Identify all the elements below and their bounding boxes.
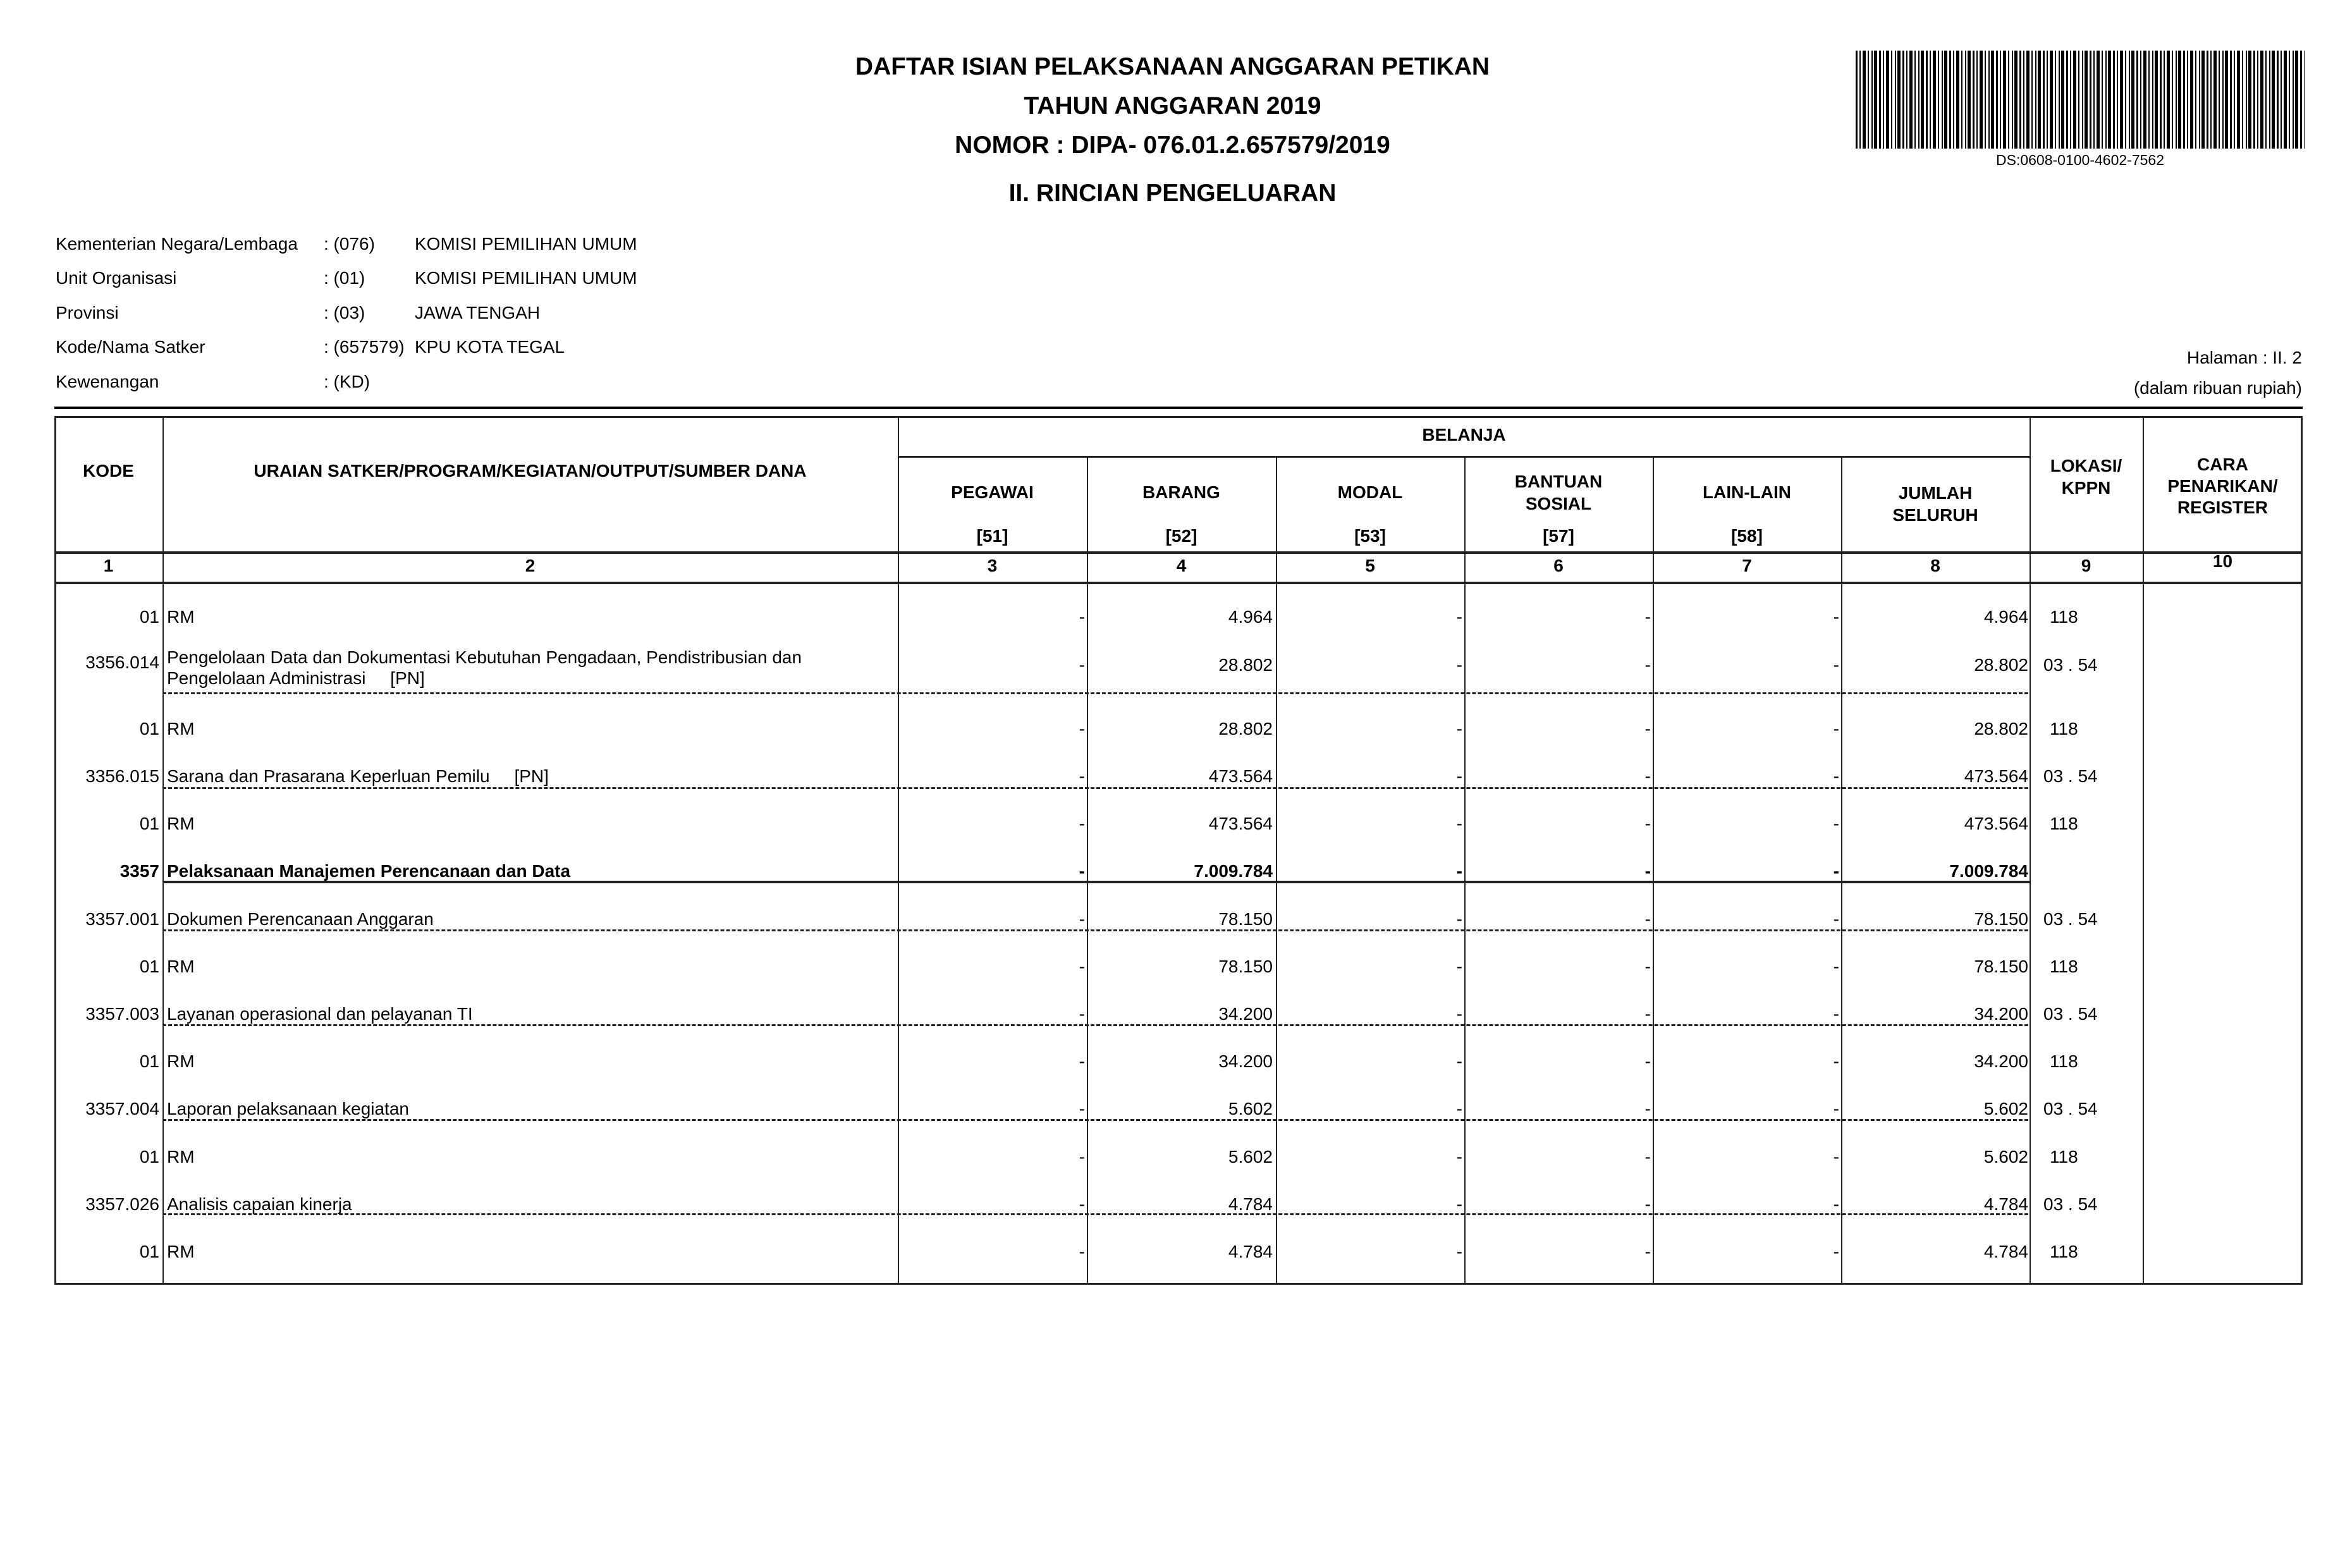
cell-pegawai: - [1079, 719, 1085, 738]
cell-bansos: - [1644, 957, 1651, 976]
section-title: II. RINCIAN PENGELUARAN [1008, 180, 1337, 207]
cell-jumlah: 473.564 [1964, 766, 2028, 786]
cell-lain: - [1833, 1242, 1839, 1261]
cell-uraian: Laporan pelaksanaan kegiatan [167, 1099, 409, 1118]
unit-note: (dalam ribuan rupiah) [2133, 378, 2302, 398]
cell-uraian: RM [167, 719, 195, 738]
col-divider [1087, 456, 1088, 1285]
cell-modal: - [1456, 1242, 1462, 1261]
cell-bansos: - [1644, 1242, 1651, 1261]
cell-modal: - [1456, 766, 1462, 786]
col-number: 10 [2212, 551, 2233, 571]
header-bansos-1: BANTUAN [1514, 472, 1603, 491]
cell-pegawai: - [1079, 607, 1085, 627]
cell-modal: - [1456, 1099, 1462, 1118]
cell-jumlah: 78.150 [1974, 909, 2028, 929]
barcode-text: DS:0608-0100-4602-7562 [1996, 152, 2164, 168]
cell-lain: - [1833, 814, 1839, 833]
meta-code: : (01) [324, 268, 365, 288]
cell-barang: 473.564 [1208, 814, 1273, 833]
cell-barang: 28.802 [1218, 655, 1273, 675]
header-bottom-line [54, 551, 2303, 554]
cell-barang: 473.564 [1208, 766, 1273, 786]
cell-barang: 34.200 [1218, 1051, 1273, 1071]
header-pegawai: PEGAWAI [951, 482, 1034, 502]
cell-modal: - [1456, 957, 1462, 976]
colnum-bottom-line [54, 582, 2303, 584]
cell-bansos: - [1644, 909, 1651, 929]
cell-jumlah: 7.009.784 [1949, 861, 2028, 881]
col-number: 8 [1930, 556, 1940, 575]
cell-bansos: - [1644, 719, 1651, 738]
cell-jumlah: 28.802 [1974, 719, 2028, 738]
meta-value: KOMISI PEMILIHAN UMUM [415, 268, 637, 288]
cell-modal: - [1456, 909, 1462, 929]
cell-kode: 01 [139, 1242, 159, 1261]
cell-bansos: - [1644, 814, 1651, 833]
cell-bansos: - [1644, 607, 1651, 627]
cell-lokasi: 118 [2050, 1051, 2078, 1071]
cell-kode: 01 [139, 1051, 159, 1071]
cell-barang: 34.200 [1218, 1004, 1273, 1024]
cell-pegawai: - [1079, 1099, 1085, 1118]
cell-kode: 01 [139, 1147, 159, 1167]
cell-jumlah: 5.602 [1983, 1147, 2028, 1167]
col-number: 5 [1365, 556, 1375, 575]
header-pegawai-code: [51] [976, 526, 1008, 546]
cell-lokasi: 03 . 54 [2043, 766, 2098, 786]
header-cara-2: PENARIKAN/ [2167, 476, 2278, 496]
cell-barang: 78.150 [1218, 909, 1273, 929]
cell-uraian: RM [167, 957, 195, 976]
cell-lain: - [1833, 1147, 1839, 1167]
cell-kode: 3356.015 [85, 766, 159, 786]
cell-barang: 4.964 [1228, 607, 1273, 627]
cell-modal: - [1456, 719, 1462, 738]
cell-bansos: - [1644, 1004, 1651, 1024]
cell-pegawai: - [1079, 1242, 1085, 1261]
cell-kode: 01 [139, 814, 159, 833]
cell-uraian: RM [167, 1051, 195, 1071]
cell-jumlah: 28.802 [1974, 655, 2028, 675]
cell-modal: - [1456, 1194, 1462, 1214]
cell-barang: 7.009.784 [1194, 861, 1273, 881]
cell-uraian: RM [167, 1147, 195, 1167]
row-separator [162, 692, 2028, 694]
cell-modal: - [1456, 861, 1462, 881]
cell-bansos: - [1644, 1147, 1651, 1167]
cell-kode: 3357.001 [85, 909, 159, 929]
header-modal-code: [53] [1354, 526, 1386, 546]
cell-barang: 28.802 [1218, 719, 1273, 738]
meta-value: KOMISI PEMILIHAN UMUM [415, 234, 637, 254]
cell-modal: - [1456, 814, 1462, 833]
cell-lokasi: 03 . 54 [2043, 1194, 2098, 1214]
row-separator [162, 1213, 2028, 1215]
meta-label: Kementerian Negara/Lembaga [56, 234, 298, 254]
page-number: Halaman : II. 2 [2186, 348, 2302, 367]
header-barang-code: [52] [1165, 526, 1197, 546]
cell-lain: - [1833, 1004, 1839, 1024]
cell-pegawai: - [1079, 861, 1085, 881]
row-separator [162, 929, 2028, 931]
cell-modal: - [1456, 1051, 1462, 1071]
cell-kode: 3357.003 [85, 1004, 159, 1024]
dipa-number: NOMOR : DIPA- 076.01.2.657579/2019 [955, 132, 1390, 159]
cell-lain: - [1833, 1099, 1839, 1118]
cell-kode: 3356.014 [85, 652, 159, 672]
barcode-icon [1856, 51, 2305, 149]
header-modal: MODAL [1337, 482, 1403, 502]
cell-uraian: Dokumen Perencanaan Anggaran [167, 909, 434, 929]
cell-lain: - [1833, 861, 1839, 881]
cell-lain: - [1833, 766, 1839, 786]
cell-kode: 3357.004 [85, 1099, 159, 1118]
cell-lain: - [1833, 1051, 1839, 1071]
col-number: 7 [1742, 556, 1752, 575]
meta-code: : (KD) [324, 372, 370, 391]
cell-lokasi: 03 . 54 [2043, 1099, 2098, 1118]
header-lokasi-1: LOKASI/ [2050, 456, 2122, 475]
cell-lokasi: 118 [2050, 607, 2078, 627]
cell-uraian-line2: Pengelolaan Administrasi [PN] [167, 668, 425, 688]
cell-lain: - [1833, 957, 1839, 976]
cell-barang: 78.150 [1218, 957, 1273, 976]
header-kode: KODE [83, 461, 134, 481]
cell-pegawai: - [1079, 766, 1085, 786]
meta-label: Kode/Nama Satker [56, 337, 205, 357]
cell-uraian: Sarana dan Prasarana Keperluan Pemilu [PN] [167, 766, 549, 786]
col-number: 9 [2081, 556, 2091, 575]
cell-lain: - [1833, 909, 1839, 929]
cell-pegawai: - [1079, 909, 1085, 929]
cell-jumlah: 473.564 [1964, 814, 2028, 833]
cell-lain: - [1833, 655, 1839, 675]
cell-barang: 5.602 [1228, 1099, 1273, 1118]
cell-uraian: Pelaksanaan Manajemen Perencanaan dan Data [167, 861, 571, 881]
col-number: 1 [103, 556, 114, 575]
meta-label: Kewenangan [56, 372, 159, 391]
col-divider [162, 416, 164, 1285]
cell-jumlah: 5.602 [1983, 1099, 2028, 1118]
header-lokasi-2: KPPN [2061, 478, 2111, 498]
cell-lokasi: 03 . 54 [2043, 655, 2098, 675]
cell-pegawai: - [1079, 957, 1085, 976]
cell-kode: 3357 [119, 861, 159, 881]
cell-jumlah: 4.964 [1983, 607, 2028, 627]
cell-lain: - [1833, 607, 1839, 627]
col-number: 6 [1553, 556, 1564, 575]
cell-kode: 3357.026 [85, 1194, 159, 1214]
cell-uraian: RM [167, 814, 195, 833]
col-divider [1841, 456, 1842, 1285]
meta-code: : (076) [324, 234, 375, 254]
cell-lokasi: 118 [2050, 814, 2078, 833]
meta-value: KPU KOTA TEGAL [415, 337, 565, 357]
header-divider [54, 407, 2303, 409]
cell-modal: - [1456, 1004, 1462, 1024]
cell-bansos: - [1644, 766, 1651, 786]
cell-barang: 4.784 [1228, 1194, 1273, 1214]
cell-lokasi: 118 [2050, 1147, 2078, 1167]
header-bansos-code: [57] [1543, 526, 1574, 546]
cell-bansos: - [1644, 861, 1651, 881]
col-divider [1276, 456, 1277, 1285]
cell-pegawai: - [1079, 1194, 1085, 1214]
meta-label: Unit Organisasi [56, 268, 177, 288]
cell-kode: 01 [139, 607, 159, 627]
header-bansos-2: SOSIAL [1525, 494, 1592, 513]
meta-value: JAWA TENGAH [415, 303, 541, 322]
cell-bansos: - [1644, 1194, 1651, 1214]
cell-uraian: RM [167, 607, 195, 627]
cell-lokasi: 03 . 54 [2043, 909, 2098, 929]
col-divider [2030, 416, 2031, 1285]
cell-uraian: Layanan operasional dan pelayanan TI [167, 1004, 473, 1024]
cell-lain: - [1833, 1194, 1839, 1214]
cell-barang: 5.602 [1228, 1147, 1273, 1167]
header-barang: BARANG [1142, 482, 1220, 502]
row-separator [162, 1119, 2028, 1121]
cell-pegawai: - [1079, 1051, 1085, 1071]
header-lain: LAIN-LAIN [1703, 482, 1791, 502]
cell-uraian: Pengelolaan Data dan Dokumentasi Kebutuhan Pengadaan, Pendistribusian dan [167, 647, 802, 667]
col-number: 3 [987, 556, 998, 575]
cell-lokasi: 03 . 54 [2043, 1004, 2098, 1024]
fiscal-year-title: TAHUN ANGGARAN 2019 [1024, 92, 1321, 119]
header-cara-3: REGISTER [2177, 498, 2268, 517]
cell-uraian: RM [167, 1242, 195, 1261]
cell-bansos: - [1644, 1099, 1651, 1118]
cell-jumlah: 4.784 [1983, 1242, 2028, 1261]
cell-pegawai: - [1079, 655, 1085, 675]
row-separator [162, 1024, 2028, 1026]
document-title: DAFTAR ISIAN PELAKSANAAN ANGGARAN PETIKAN [855, 53, 1490, 80]
header-lain-code: [58] [1731, 526, 1763, 546]
cell-jumlah: 78.150 [1974, 957, 2028, 976]
col-divider [1464, 456, 1466, 1285]
row-separator [162, 787, 2028, 789]
cell-jumlah: 34.200 [1974, 1004, 2028, 1024]
meta-code: : (03) [324, 303, 365, 322]
cell-lokasi: 118 [2050, 1242, 2078, 1261]
meta-code: : (657579) [324, 337, 405, 357]
cell-bansos: - [1644, 1051, 1651, 1071]
header-belanja: BELANJA [1422, 425, 1506, 444]
cell-pegawai: - [1079, 1147, 1085, 1167]
cell-bansos: - [1644, 655, 1651, 675]
col-number: 2 [525, 556, 536, 575]
cell-jumlah: 34.200 [1974, 1051, 2028, 1071]
cell-modal: - [1456, 655, 1462, 675]
cell-barang: 4.784 [1228, 1242, 1273, 1261]
cell-modal: - [1456, 1147, 1462, 1167]
header-jumlah-2: SELURUH [1892, 505, 1978, 525]
col-divider [1653, 456, 1654, 1285]
cell-kode: 01 [139, 957, 159, 976]
cell-jumlah: 4.784 [1983, 1194, 2028, 1214]
cell-kode: 01 [139, 719, 159, 738]
header-uraian: URAIAN SATKER/PROGRAM/KEGIATAN/OUTPUT/SUMBER DANA [254, 461, 807, 481]
cell-pegawai: - [1079, 1004, 1085, 1024]
col-number: 4 [1176, 556, 1187, 575]
cell-pegawai: - [1079, 814, 1085, 833]
col-divider [2143, 416, 2144, 1285]
cell-lokasi: 118 [2050, 719, 2078, 738]
header-cara-1: CARA [2197, 455, 2248, 474]
meta-label: Provinsi [56, 303, 119, 322]
cell-modal: - [1456, 607, 1462, 627]
program-separator [162, 881, 2030, 883]
cell-uraian: Analisis capaian kinerja [167, 1194, 352, 1214]
cell-lokasi: 118 [2050, 957, 2078, 976]
cell-lain: - [1833, 719, 1839, 738]
header-jumlah-1: JUMLAH [1898, 483, 1973, 503]
belanja-divider [898, 456, 2030, 458]
